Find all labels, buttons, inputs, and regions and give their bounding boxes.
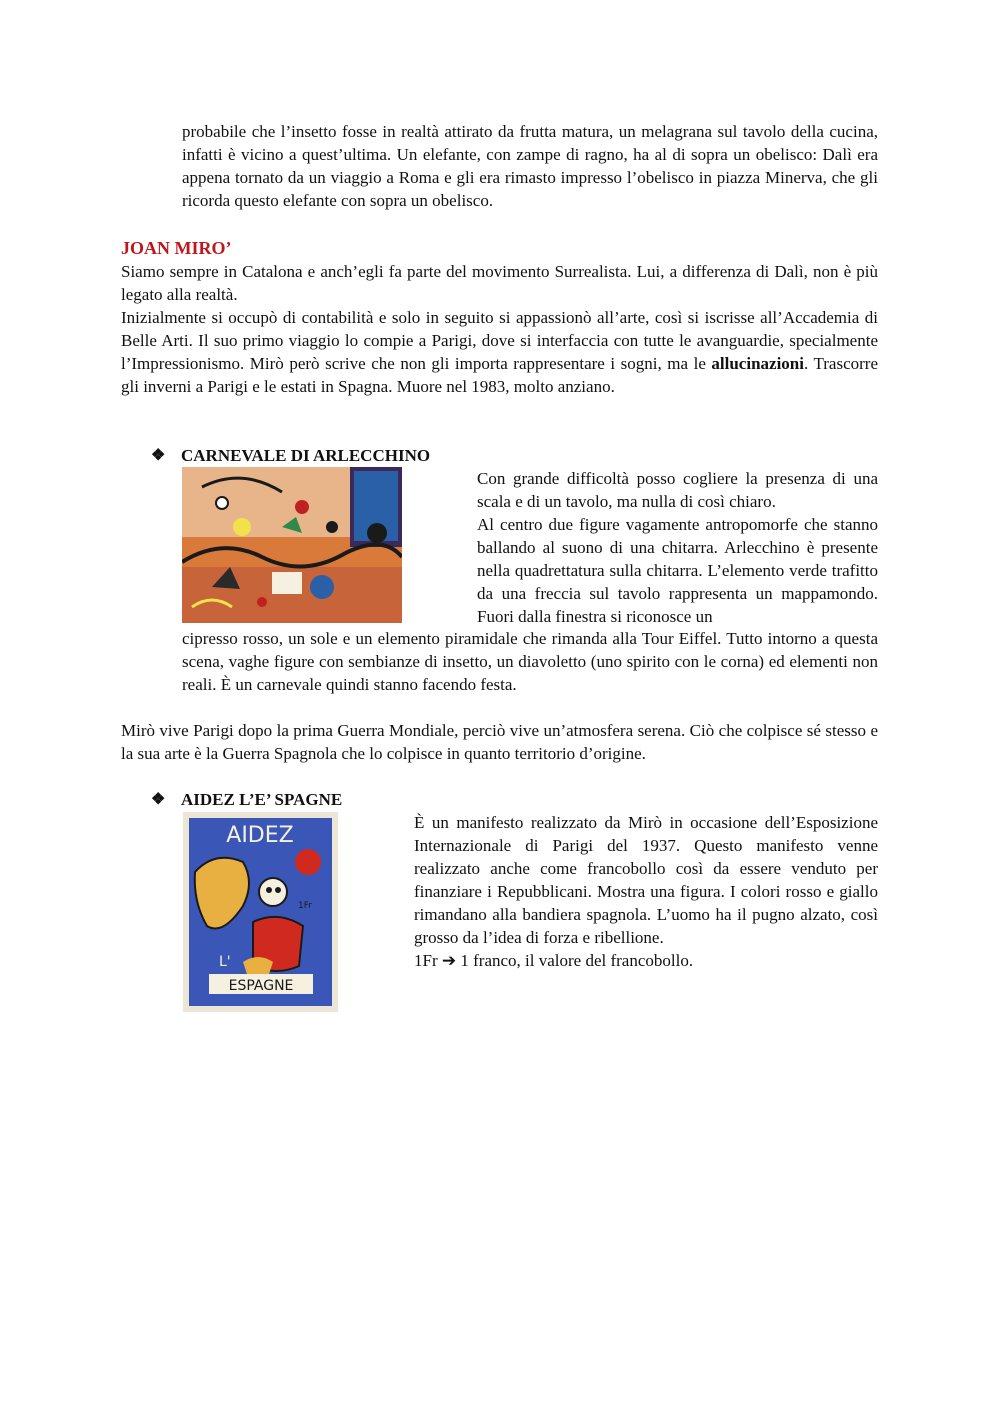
diamond-bullet-icon: ❖ — [151, 791, 166, 808]
poster-bottom-text: ESPAGNE — [228, 978, 294, 994]
bio-paragraph-1: Siamo sempre in Catalona e anch’egli fa parte del movimento Surrealista. Lui, a differenza di Dalì, non è più legato alla realtà. — [121, 262, 878, 304]
franc-note: 1Fr ➔ 1 franco, il valore del francobollo. — [414, 951, 694, 970]
bio-paragraph-2: Inizialmente si occupò di contabilità e solo in seguito si appassionò all’arte, così si iscrisse all’Accademia di Belle Arti. Il suo primo viaggio lo compie a Parigi, dove si interfaccia con tutte le avanguardie, specialmente l’Impressionismo. Mirò però scrive che non gli importa rappresentare i sogni, ma le allucinazioni. Trascorre gli inverni a Parigi e le estati in Spagna. Muore nel 1983, molto anziano. — [121, 308, 878, 396]
artwork-title-1: ❖ CARNEVALE DI ARLECCHINO — [151, 446, 431, 465]
artwork-title-2: ❖ AIDEZ L’E’ SPAGNE — [151, 790, 343, 809]
poster-title-text: AIDEZ — [226, 823, 294, 848]
poster-price-text: 1Fr — [298, 901, 312, 911]
context-paragraph: Mirò vive Parigi dopo la prima Guerra Mondiale, perciò vive un’atmosfera serena. Ciò che colpisce sé stesso e la sua arte è la Guerra Spagnola che lo colpisce in quanto territorio d’origine. — [121, 721, 878, 763]
bold-term: allucinazioni — [711, 354, 804, 373]
carnival-painting-image — [182, 467, 402, 623]
artwork-description-1-continued: cipresso rosso, un sole e un elemento piramidale che rimanda alla Tour Eiffel. Tutto intorno a questa scena, vaghe figure con sembianze di insetto, un diavoletto (uno spirito con le corna) ed elementi non reali. È un carnevale quindi stanno facendo festa. — [182, 629, 878, 694]
arrow-right-icon: ➔ — [441, 951, 457, 970]
diamond-bullet-icon: ❖ — [151, 447, 166, 464]
artwork-description-2: È un manifesto realizzato da Mirò in occasione dell’Esposizione Internazionale di Parigi del 1937. Questo manifesto venne realizzato anche come francobollo così da essere venduto per finanziare i Repubblicani. Mostra una figura. I colori rosso e giallo rimandano alla bandiera spagnola. L’uomo ha il pugno alzato, così grosso da l’idea di forza e ribellione. 1Fr ➔ 1 franco, il valore del francobollo. — [414, 813, 878, 970]
poster-l-text: L' — [219, 954, 231, 970]
artwork-description-1: Con grande difficoltà posso cogliere la presenza di una scala e di un tavolo, ma nulla di così chiaro. Al centro due figure vagamente antropomorfe che stanno ballando al suono di una chitarra. Arlecchino è presente nella quadrettatura sulla chitarra. L’elemento verde trafitto da una freccia sul tavolo rappresenta un mappamondo. Fuori dalla finestra si riconosce un — [477, 469, 878, 626]
section-heading: JOAN MIRO’ — [121, 238, 232, 258]
intro-paragraph: probabile che l’insetto fosse in realtà attirato da frutta matura, un melagrana sul tavolo della cucina, infatti è vicino a quest’ultima. Un elefante, con zampe di ragno, ha al di sopra un obelisco: Dalì era appena tornato da un viaggio a Roma e gli era rimasto impresso l’obelisco in piazza Minerva, che gli ricorda questo elefante con sopra un obelisco. — [182, 122, 878, 210]
biography-text — [121, 260, 878, 398]
aidez-poster-image — [183, 812, 338, 1012]
